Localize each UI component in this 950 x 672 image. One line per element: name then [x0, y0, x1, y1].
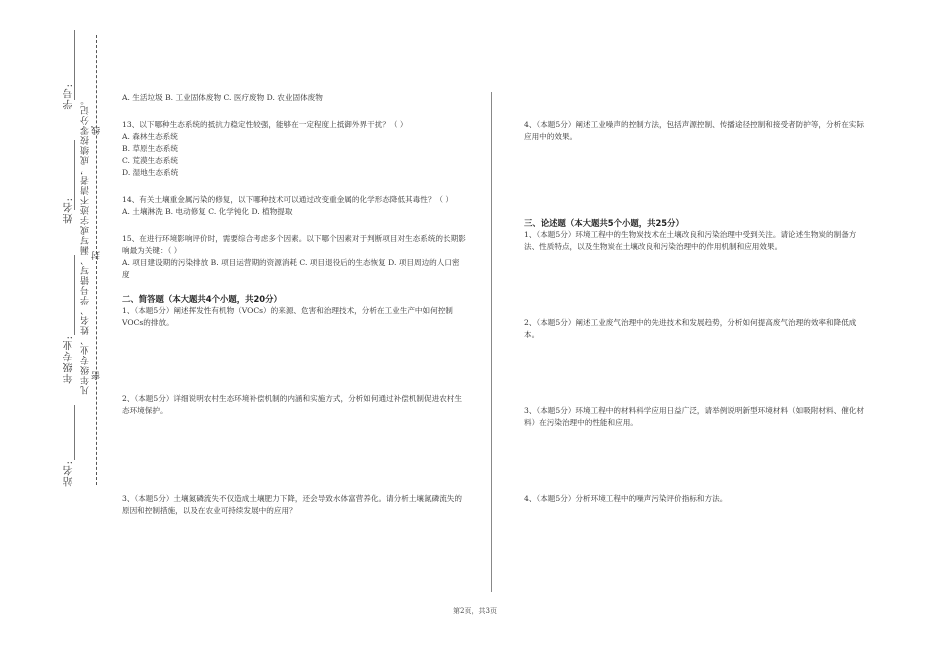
seal-xian: 线 — [92, 125, 102, 135]
zhanming-line — [74, 405, 75, 460]
page-number: 第2页，共3页 — [453, 607, 497, 615]
s3-q3: 3、（本题5分）环境工程中的材料科学应用日益广泛，请举例说明新型环境材料（如吸附材料、催化材料）在污染治理中的性能和应用。 — [524, 406, 864, 427]
q13-stem: 13、以下哪种生态系统的抵抗力稳定性较强，能够在一定程度上抵御外界干扰？（ ） — [122, 120, 408, 129]
seal-feng: 封 — [92, 250, 102, 260]
seal-dashed-line — [96, 35, 97, 485]
q13-option-d: D. 湿地生态系统 — [122, 168, 179, 177]
s2-q3: 3、（本题5分）土壤氮磷流失不仅造成土壤肥力下降，还会导致水体富营养化。请分析土壤氮磷流失的原因和控制措施，以及在农业可持续发展中的应用？ — [122, 494, 462, 515]
q15-options: A. 项目建设期的污染排放 B. 项目运营期的资源消耗 C. 项目退役后的生态恢复 D. 项目周边的人口密度 — [122, 258, 460, 279]
column-divider — [491, 92, 492, 592]
q14-options: A. 土壤淋洗 B. 电动修复 C. 化学钝化 D. 植物提取 — [122, 207, 293, 216]
q12-options: A. 生活垃圾 B. 工业固体废物 C. 医疗废物 D. 农业固体废物 — [122, 93, 323, 102]
s2-q1: 1、（本题5分）阐述挥发性有机物（VOCs）的来源、危害和治理技术，分析在工业生产中如何控制VOCs的排放。 — [122, 306, 453, 327]
s3-q2: 2、（本题5分）阐述工业废气治理中的先进技术和发展趋势，分析如何提高废气治理的效率和降低成本。 — [524, 318, 857, 339]
xuehao-label: 学号: — [64, 83, 75, 110]
zhanming-label: 站名: — [64, 460, 75, 487]
binding-margin — [0, 0, 110, 672]
q15-stem: 15、在进行环境影响评价时，需要综合考虑多个因素。以下哪个因素对于判断项目对生态系统的长期影响最为关键：（ ） — [122, 234, 466, 255]
q13-option-b: B. 草原生态系统 — [122, 144, 178, 153]
section2-title: 二、简答题（本大题共4个小题，共20分） — [122, 294, 282, 304]
s2-q4: 4、（本题5分）阐述工业噪声的控制方法，包括声源控制、传播途径控制和接受者防护等，分析在实际应用中的效果。 — [524, 120, 864, 141]
margin-notice: 凡年级专业、姓名、学号错写、漏写或字迹不清者，成绩按零分记。 — [81, 95, 91, 395]
left-column — [122, 92, 467, 517]
nianji-label: 年级专业: — [64, 335, 75, 384]
s3-q4: 4、（本题5分）分析环境工程中的噪声污染评价指标和方法。 — [524, 494, 728, 503]
seal-mi: 密 — [92, 370, 102, 380]
right-column — [524, 119, 864, 505]
s3-q1: 1、（本题5分）环境工程中的生物炭技术在土壤改良和污染治理中受到关注。请论述生物炭的制备方法、性质特点，以及生物炭在土壤改良和污染治理中的作用机制和应用效果。 — [524, 230, 857, 251]
q13-option-a: A. 森林生态系统 — [122, 132, 178, 141]
section3-title: 三、论述题（本大题共5个小题，共25分） — [524, 218, 684, 228]
xingming-label: 姓名: — [64, 197, 75, 224]
s2-q2: 2、（本题5分）详细说明农村生态环境补偿机制的内涵和实施方式，分析如何通过补偿机制促进农村生态环境保护。 — [122, 394, 462, 415]
nianji-line — [74, 255, 75, 335]
q13-option-c: C. 荒漠生态系统 — [122, 156, 178, 165]
q14-stem: 14、有关土壤重金属污染的修复，以下哪种技术可以通过改变重金属的化学形态降低其毒性？（ ） — [122, 195, 454, 204]
